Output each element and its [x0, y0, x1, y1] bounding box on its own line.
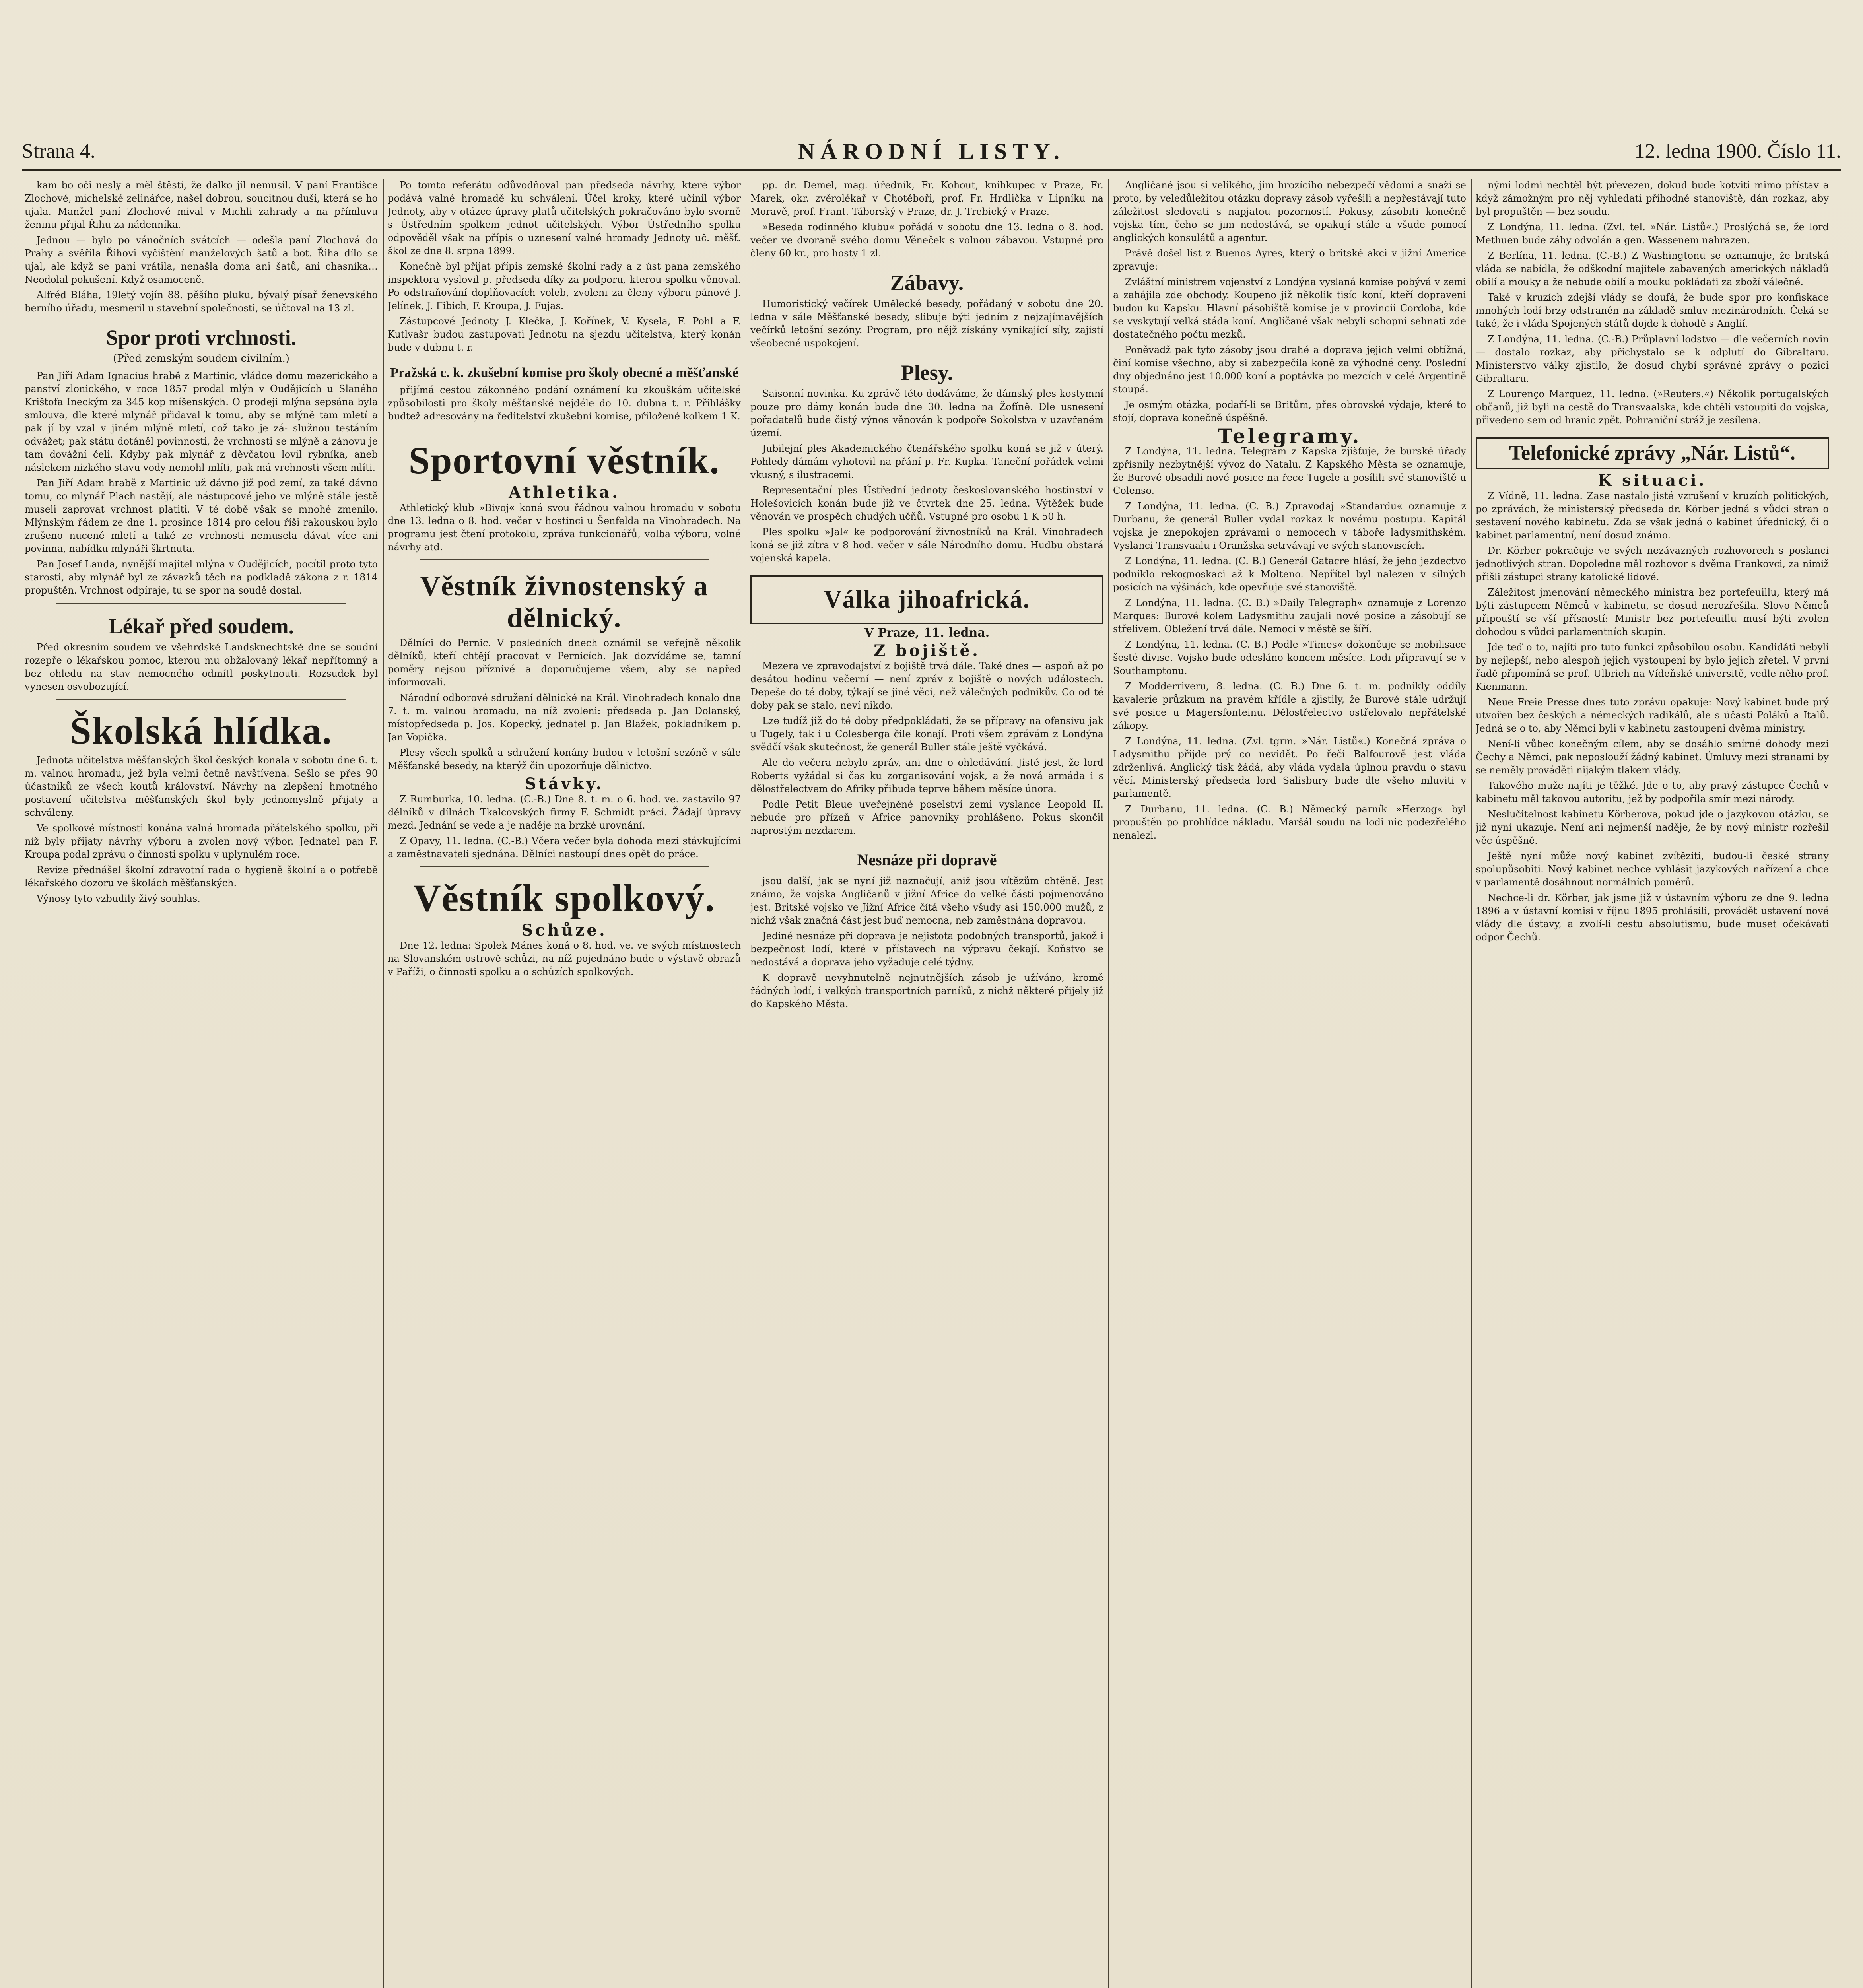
article-text: Z Londýna, 11. ledna. (Zvl. tel. »Nár. Listů«.) Proslýchá se, že lord Methuen bude záhy odvolán a gen. Wassenem nahrazen.	[1476, 221, 1829, 246]
article-text: Jednou — bylo po vánočních svátcích — odešla paní Zlochová do Prahy a svěřila Řihovi vyčištění manželových šatů a bot. Řiha dílo se ujal, ale když se paní vrátila, nenašla doma ani šatů, ani chasníka… Neodolal pokušení. Když osamoceně.	[25, 235, 378, 285]
article-text: Z Modderriveru, 8. ledna. (C. B.) Dne 6. t. m. podnikly oddíly kavalerie průzkum na pravém křídle a zjistily, že Burové stále udržují své posice u Magersfonteinu. Dělostřelectvo ostřelovalo nepřátelské zákopy.	[1113, 681, 1466, 731]
article-text: Plesy všech spolků a sdružení konány budou v letošní sezóně v sále Měšťanské besedy, na kterýž čin upozorňuje dělnictvo.	[388, 747, 741, 771]
section-subtitle: K situaci.	[1598, 471, 1707, 490]
article-text: Z Rumburka, 10. ledna. (C.-B.) Dne 8. t. m. o 6. hod. ve. zastavilo 97 dělníků v dílnách Tkalcovských firmy F. Schmidt práci. Žádají úpravy mezd. Jednání se vede a je naděje na brzké urovnání.	[388, 794, 741, 831]
article-text: Alfréd Bláha, 19letý vojín 88. pěšího pluku, bývalý písař ženevského berního úřadu, mesmeril u stavební společnosti, se účtoval na 13 zl.	[25, 289, 378, 314]
newspaper-title: NÁRODNÍ LISTY.	[798, 138, 1065, 164]
section-heading: Válka jihoafrická.	[750, 575, 1103, 624]
article-text: Lze tudíž již do té doby předpokládati, že se přípravy na ofensivu jak u Tugely, tak i u Colesberga čile konají. Proti všem zprávám z Londýna svědčí však skutečnost, že generál Buller stále ještě vyčkává.	[750, 715, 1103, 753]
section-subheading: (Před zemským soudem civilním.)	[113, 353, 289, 365]
section-heading: Pražská c. k. zkušební komise pro školy obecné a měšťanské	[390, 365, 738, 380]
article-text: nými lodmi nechtěl být převezen, dokud bude kotviti mimo přístav a když zámožným pro něj vyhledati příhodné stanoviště, dán rozkaz, aby byl propuštěn — bez soudu.	[1476, 180, 1829, 217]
article-text: Jubilejní ples Akademického čtenářského spolku koná se již v úterý. Pohledy dámám vyhotovil na přání p. Fr. Kupka. Taneční pořádek velmi vkusný, s ilustracemi.	[750, 443, 1103, 480]
article-text: Representační ples Ústřední jednoty českoslovanského hostinství v Holešovicích konán bude již ve čtvrtek dne 25. ledna. Výtěžek bude věnován ve prospěch chudých učňů. Vstupné pro osobu 1 K 50 h.	[750, 485, 1103, 522]
divider	[420, 866, 709, 867]
column-4	[1113, 179, 1466, 1988]
article-text: Zástupcové Jednoty J. Klečka, J. Kořínek, V. Kysela, F. Pohl a F. Kutlvašr budou zastupovati Jednotu na sjezdu učitelstva, který konán bude v dubnu t. r.	[388, 316, 741, 353]
section-heading: Telegramy.	[1218, 424, 1362, 448]
article-text: Revize přednášel školní zdravotní rada o hygieně školní a o potřebě lékařského dozoru ve školách měšťanských.	[25, 864, 378, 889]
article-text: Pan Josef Landa, nynější majitel mlýna v Oudějicích, pocítil proto tyto starosti, aby mlynář byl ze závazků těch na podkladě zákona z r. 1814 propuštěn. Vrchnost odpíraje, tu se spor na soudě dostal.	[25, 559, 378, 596]
article-text: přijímá cestou zákonného podání oznámení ku zkouškám učitelské způsobilosti pro školy měšťanské nejdéle do 10. dubna t. r. Přihlášky budtež adresovány na ředitelství zkušební komise, přiložené kolkem 1 K.	[388, 384, 741, 422]
article-text: Z Londýna, 11. ledna. (C. B.) Generál Gatacre hlásí, že jeho jezdectvo podniklo rekognoskaci až k Molteno. Nepřítel byl nalezen v silných posicích na výšinách, kde opevňuje své stanoviště.	[1113, 555, 1466, 593]
article-text: Konečně byl přijat přípis zemské školní rady a z úst pana zemského inspektora vyslovil p. předseda díky za podporu, kterou spolku věnoval. Po odstraňování doplňovacích voleb, zvoleni za členy výboru pánové J. Jelínek, J. Fibich, F. Kroupa, J. Fujas.	[388, 261, 741, 311]
article-text: Z Vídně, 11. ledna. Zase nastalo jisté vzrušení v kruzích politických, po zprávách, že ministerský předseda dr. Körber jedná s vůdci stran o sestavení nového kabinetu. Zda se však jedná o kabinet úřednický, či o kabinet parlamentní, není dosud známo.	[1476, 490, 1829, 541]
article-text: Po tomto referátu odůvodňoval pan předseda návrhy, které výbor podává valné hromadě ku schválení. Účel kroky, které učinil výbor Jednoty, aby v otázce úpravy platů učitelských pokračováno bylo svorně s Ústředním spolkem jednot učitelských. Výbor Ústředního spolku odpověděl však na přípis o uznesení valné hromady Jednoty uč. měšť. škol ze dne 8. srpna 1899.	[388, 180, 741, 256]
page-header	[22, 135, 1841, 167]
article-text: Pan Jiří Adam hrabě z Martinic už dávno již pod zemí, za také dávno tomu, co mlynář Plach nastějí, ale nástupcové jeho ve mlýně stále jestě museli zaprovat vrchnost platiti. V té době však se mnohé zmenilo. Mlýnským řádem ze dne 1. prosince 1814 pro celou říši rakouskou bylo zrušeno nucené mletí a také ze vrchnosti nemusela dávat více ani povinna, nabídku mlynáři škrtnuta.	[25, 478, 378, 554]
article-text: Z Lourenço Marquez, 11. ledna. (»Reuters.«) Několik portugalských občanů, již byli na cestě do Transvaalska, kde chtěli vstoupiti do vojska, přivedeno sem od hranic zpět. Pohraniční stráž je zesílena.	[1476, 388, 1829, 426]
article-text: Podle Petit Bleue uveřejněné poselství zemi vyslance Leopold II. nebude pro přízeň v Africe panovníky prohlášeno. Pokus skončil naprostým nezdarem.	[750, 799, 1103, 836]
section-subtitle: Athletika.	[509, 483, 620, 502]
section-heading: Zábavy.	[890, 271, 964, 295]
article-text: Jde teď o to, najíti pro tuto funkci způsobilou osobu. Kandidáti nebyli by nejlepší, nebo alespoň jejich vystoupení by bylo jejich zřetel. V první řadě připomíná se prof. Ulbrich na Vídeňské universitě, vedle něho prof. Kienmann.	[1476, 642, 1829, 692]
section-heading: Věstník živnostenský a dělnický.	[420, 571, 709, 633]
article-text: Dělníci do Pernic. V posledních dnech oznámil se veřejně několik dělníků, kteří chtějí pracovat v Pernicích. Jak dozvídáme se, tamní poměry nejsou příznivé a doporučujeme všem, aby se napřed informovali.	[388, 637, 741, 688]
section-subtitle: Stávky.	[525, 775, 604, 793]
dateline: V Praze, 11. ledna.	[864, 626, 990, 640]
article-text: Nechce-li dr. Körber, jak jsme již v ústavním výboru ze dne 9. ledna 1896 a v ústavní komisi v říjnu 1895 prohlásili, provádět ustavení nové vlády dle ústavy, a zvolí-li cestu absolutismu, bude muset očekávati odpor Čechů.	[1476, 892, 1829, 943]
column-5	[1476, 179, 1829, 1988]
article-text: Z Londýna, 11. ledna. (C. B.) Zpravodaj »Standardu« oznamuje z Durbanu, že generál Buller vydal rozkaz k novému postupu. Kapitál vojska je znepokojen zprávami o nemocech v táboře ladysmithském. Vyslanci Transvaalu i Oranžska setrvávají ve svých stanoviscích.	[1113, 501, 1466, 551]
article-text: Ještě nyní může nový kabinet zvítěziti, budou-li české strany spolupůsobiti. Nový kabinet nechce vyhlásit jazykových nařízení a chce v parlamentě dosáhnout normálních poměrů.	[1476, 850, 1829, 888]
section-heading: Školská hlídka.	[70, 709, 332, 752]
article-text: Mezera ve zpravodajství z bojiště trvá dále. Také dnes — aspoň až po desátou hodinu večerní — není zpráv z bojiště o nových událostech. Depeše do té doby, týkají se jiné věci, než válečných podnikův. Co od té doby pak se stalo, neví nikdo.	[750, 660, 1103, 711]
article-text: Z Londýna, 11. ledna. Telegram z Kapska zjišťuje, že burské úřady zpřísnily nezbytnější vývoz do Natalu. Z Kapského Města se oznamuje, že Burové obsadili nové posice na řece Tugele a posílili své stanoviště u Colenso.	[1113, 446, 1466, 496]
article-text: Dne 12. ledna: Spolek Mánes koná o 8. hod. ve. ve svých místnostech na Slovanském ostrově schůzi, na níž pojednáno bude o výstavě obrazů v Paříži, o činnosti spolku a o schůzích spolkových.	[388, 940, 741, 977]
article-text: Jediné nesnáze při doprava je nejistota podobných transportů, jakož i bezpečnost lodí, které v přístavech na výpravu čekají. Koňstvo se nedostává a doprava jeho vyžaduje celé týdny.	[750, 930, 1103, 968]
article-text: Z Londýna, 11. ledna. (Zvl. tgrm. »Nár. Listů«.) Konečná zpráva o Ladysmithu přijde prý co nevidět. Po řeči Balfourově jest vláda zdrženlivá. Anglický tisk žádá, aby vláda vydala úplnou pravdu o stavu věcí. Ministerský předseda lord Salisbury bude dle všeho mluviti v parlamentě.	[1113, 736, 1466, 799]
article-text: Angličané jsou si velikého, jim hrozícího nebezpečí vědomi a snaží se proto, by veledůležitou otázku dopravy zásob vyřešili a nepřestávají tuto záležitost sledovati s napjatou pozorností. Pokusy, zásobiti konečně vojska tím, čeho se jim nedostává, se opakují stále a všude pomocí anglických konsulátů a agentur.	[1113, 180, 1466, 243]
article-text: Právě došel list z Buenos Ayres, který o britské akci v jižní Americe zpravuje:	[1113, 248, 1466, 272]
divider	[420, 559, 709, 560]
section-heading: Plesy.	[901, 361, 953, 384]
article-text: kam bo oči nesly a měl štěstí, že dalko jíl nemusil. V paní Františce Zlochové, michelské zelinářce, našel dobrou, soucitnou duši, která se ho ujala. Manžel paní Zlochové mival v Michli zahrady a na přímluvu ženinu přijal Řihu za nádenníka.	[25, 180, 378, 230]
article-text: Národní odborové sdružení dělnické na Král. Vinohradech konalo dne 7. t. m. valnou hromadu, na níž zvoleni: předseda p. Jan Dolanský, místopředseda p. Jos. Kopecký, jednatel p. Jan Blažek, pokladníkem p. Jan Vopička.	[388, 692, 741, 743]
article-text: Je osmým otázka, podaří-li se Britům, přes obrovské výdaje, které to stojí, doprava konečně úspěšně.	[1113, 399, 1466, 423]
article-text: Ale do večera nebylo zpráv, ani dne o ohledávání. Jisté jest, že lord Roberts vyžádal si čas ku zorganisování vojsk, a že nová armáda i s dělostřelectvem do Afriky přibude teprve během měsíce února.	[750, 757, 1103, 794]
article-text: Dr. Körber pokračuje ve svých nezávazných rozhovorech s poslanci jednotlivých stran. Dopoledne měl rozhovor s dvěma Frankovci, za nimiž přišli zástupci strany katolické lidové.	[1476, 545, 1829, 582]
section-subtitle: Schůze.	[521, 921, 607, 940]
section-heading: Nesnáze při dopravě	[857, 851, 997, 869]
column-2	[388, 179, 741, 1988]
article-text: Z Opavy, 11. ledna. (C.-B.) Včera večer byla dohoda mezi stávkujícími a zaměstnavateli sjednána. Dělníci nastoupí dnes opět do práce.	[388, 835, 741, 860]
section-heading: Lékař před soudem.	[108, 614, 294, 638]
column-divider	[1108, 179, 1109, 1988]
article-text: Neslučitelnost kabinetu Körberova, pokud jde o jazykovou otázku, se již nyní ukazuje. Není ani nejmenší naděje, že by nový ministr rozřešil věc úspěšně.	[1476, 809, 1829, 846]
article-text: Před okresním soudem ve všehrdské Landsknechtské dne se soudní rozepře o lékařskou pomoc, kterou mu obžalovaný lékař nepřítomný a bez ohledu na stav nemocného odmítl poskytnouti. Rozsudek byl vynesen osvobozující.	[25, 642, 378, 692]
article-text: Z Londýna, 11. ledna. (C.-B.) Průplavní lodstvo — dle večerních novin — dostalo rozkaz, aby přichystalo se k odplutí do Gibraltaru. Ministerstvo války zjistilo, že dosud chybí správné zprávy o pozici Gibraltaru.	[1476, 334, 1829, 384]
divider	[56, 603, 346, 604]
article-text: Ve spolkové místnosti konána valná hromada přátelského spolku, při níž byly přijaty návrhy výboru a zvolen nový výbor. Jednatel pan F. Kroupa podal zprávu o činnosti spolku v uplynulém roce.	[25, 823, 378, 860]
column-3	[750, 179, 1103, 1988]
article-text: K dopravě nevyhnutelně nejnutnějších zásob je užíváno, kromě řádných lodí, i velkých transportních parníků, z nichž některé přijely již do Kapského Města.	[750, 972, 1103, 1010]
page-number: Strana 4.	[22, 140, 95, 163]
article-text: Neue Freie Presse dnes tuto zprávu opakuje: Nový kabinet bude prý utvořen bez českých a německých radikálů, ale s účastí Poláků a Italů. Jedná se o to, aby Němci byli v kabinetu zastoupeni dvěma ministry.	[1476, 697, 1829, 734]
divider	[56, 699, 346, 700]
section-subtitle: Z bojiště.	[874, 641, 980, 660]
article-text: Poněvadž pak tyto zásoby jsou drahé a doprava jejich velmi obtížná, činí komise všechno, aby si zabezpečila koně za výhodné ceny. Poslední dny objednáno jest 10.000 koní a poptávka po mezcích v celé Argentině stoupá.	[1113, 344, 1466, 395]
article-text: Není-li vůbec konečným cílem, aby se dosáhlo smírné dohody mezi Čechy a Němci, pak neposlouží žádný kabinet. Úmluvy mezi stranami by se neměly prováděti nijakým tlakem vlády.	[1476, 738, 1829, 776]
issue-date: 12. ledna 1900. Číslo 11.	[1634, 140, 1841, 163]
article-text: pp. dr. Demel, mag. úředník, Fr. Kohout, knihkupec v Praze, Fr. Marek, okr. zvěrolékař v Chotěboři, prof. Fr. Hrdlička v Lipníku na Moravě, prof. Frant. Táborský v Praze, dr. J. Trebický v Praze.	[750, 180, 1103, 217]
article-text: Jednota učitelstva měšťanských škol českých konala v sobotu dne 6. t. m. valnou hromadu, jež byla velmi četně navštívena. Sešlo se přes 90 účastníků ze všech koutů království. Návrhy na zlepšení hmotného postavení učitelstva měšťanských škol byly jednomyslně přijaty a schváleny.	[25, 755, 378, 818]
article-text: jsou další, jak se nyní již naznačují, aniž jsou vítězům chtěně. Jest známo, že vojska Angličanů v jižní Africe do velké části pojmenováno jest. Britské vojsko ve Jižní Africe čítá všeho všudy asi 150.000 mužů, z nichž však značná část jest buď nemocna, neb zaměstnána dopravou.	[750, 876, 1103, 926]
article-text: Záležitost jmenování německého ministra bez portefeuillu, který má býti zástupcem Němců v kabinetu, se dosud nerozřešila. Slovo Němců připouští se vší přísností: Ministr bez portefeuillu musí býti zvolen dohodou s vůdci parlamentních skupin.	[1476, 587, 1829, 637]
article-text: Z Durbanu, 11. ledna. (C. B.) Německý parník »Herzog« byl propuštěn po prohlídce nákladu. Maršál soudu na lodi nic podezřelého nenalezl.	[1113, 804, 1466, 841]
article-text: »Beseda rodinného klubu« pořádá v sobotu dne 13. ledna o 8. hod. večer ve dvoraně svého domu Věneček s volnou zábavou. Vstupné pro členy 60 kr., pro hosty 1 zl.	[750, 221, 1103, 259]
header-rule	[22, 169, 1841, 171]
section-heading: Spor proti vrchnosti.	[106, 326, 297, 349]
article-text: Athletický klub »Bivoj« koná svou řádnou valnou hromadu v sobotu dne 13. ledna o 8. hod. večer v hostinci u Šenfelda na Vinohradech. Na programu jest čtení protokolu, zpráva funkcionářů, volba výboru, volné návrhy atd.	[388, 502, 741, 553]
article-text: Zvláštní ministrem vojenství z Londýna vyslaná komise pobývá v zemi a zahájila zde obchody. Koupeno již několik tisíc koní, kteří dopraveni budou ku Kapsku. Hlavní pásobiště komise je v provincii Cordoba, kde se vyskytují velká stáda koní. Angličané však nebyli schopni sehnati zde dostatečného počtu mezků.	[1113, 276, 1466, 340]
column-1	[25, 179, 378, 1988]
section-heading: Věstník spolkový.	[413, 877, 715, 919]
article-text: Takového muže najíti je těžké. Jde o to, aby pravý zástupce Čechů v kabinetu měl takovou autoritu, jež by podpořila smír mezi národy.	[1476, 780, 1829, 804]
article-text: Ples spolku »Jal« ke podporování živnostníků na Král. Vinohradech koná se již zítra v 8 hod. večer v sále Národního domu. Hudbu obstará vojenská kapela.	[750, 526, 1103, 564]
article-text: Výnosy tyto vzbudily živý souhlas.	[37, 893, 200, 904]
article-text: Saisonní novinka. Ku zprávě této dodáváme, že dámský ples kostymní pouze pro dámy konán bude dne 30. ledna na Žofíně. Dle usnesení pořadatelů bude čistý výnos věnován k podpoře Sokolstva v uzavřeném území.	[750, 388, 1103, 439]
section-heading: Sportovní věstník.	[408, 439, 720, 481]
article-text: Pan Jiří Adam Ignacius hrabě z Martinic, vládce domu mezerického a panství zlonického, v roce 1857 prodal mlýn v Oudějicích u Slaného Krištofa Ineckým za 345 kop míšenských. O prodeji mlýna sepsána byla smlouva, dle které mlynář přidaval k tomu, aby se mlýně tam mletí a pak jí by vzal v jiném mlýně mletí, což tako je zá- služnou testáním odvážet; pak státu dotáněl povinnosti, že vrchnosti se mlýně a zánovu je tam dovážní čeli. Kdyby pak mlynář z děvčatou lovil rybníka, aneb náslekem nizkého stavu vody nemohl mlíti, pak má vrchnosti všem mlíti.	[25, 370, 378, 473]
article-text: Humoristický večírek Umělecké besedy, pořádaný v sobotu dne 20. ledna v sále Měšťanské besedy, slibuje býti jedním z nejzajímavějších večírků letošní sezóny. Program, pro nějž získány vynikající síly, zajistí všeobecné uspokojení.	[750, 298, 1103, 349]
article-text: Také v kruzích zdejší vlády se doufá, že bude spor pro konfiskace mnohých lodí brzy odstraněn na základě smluv mezinárodních. Čeká se také, že i vláda Spojených států dojde k dohodě s Anglií.	[1476, 292, 1829, 329]
column-divider	[1471, 179, 1472, 1988]
article-text: Z Londýna, 11. ledna. (C. B.) Podle »Times« dokončuje se mobilisace šesté divise. Vojsko bude odesláno koncem měsíce. Lodi připravují se v Southamptonu.	[1113, 639, 1466, 676]
section-heading: Telefonické zprávy „Nár. Listů“.	[1476, 437, 1829, 469]
article-text: Z Berlína, 11. ledna. (C.-B.) Z Washingtonu se oznamuje, že britská vláda se nabídla, že odškodní majitele zabavených amerických nákladů obilí a mouky a že nebude obilí a mouku pokládati za zboží válečné.	[1476, 250, 1829, 287]
article-text: Z Londýna, 11. ledna. (C. B.) »Daily Telegraph« oznamuje z Lorenzo Marques: Burové kolem Ladysmithu zaujali nové posice a zásobují se střelivem. Obležení trvá dále. Nemoci v městě se šíří.	[1113, 597, 1466, 635]
column-divider	[383, 179, 384, 1988]
